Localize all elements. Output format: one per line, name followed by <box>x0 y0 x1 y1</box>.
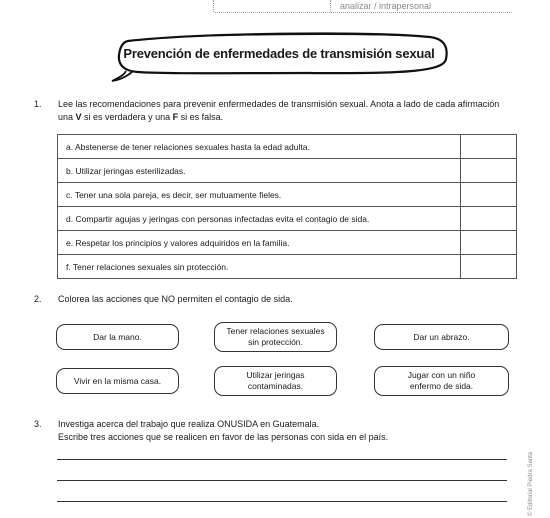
answer-cell[interactable] <box>461 159 517 183</box>
divider <box>213 0 214 12</box>
table-row <box>58 231 517 255</box>
answer-cell[interactable] <box>461 255 517 279</box>
action-pill[interactable]: Utilizar jeringas contaminadas. <box>214 366 337 396</box>
divider <box>330 0 331 12</box>
action-pill[interactable]: Jugar con un niño enfermo de sida. <box>374 366 509 396</box>
statement: f. Tener relaciones sexuales sin protección. <box>58 255 461 279</box>
true-false-table <box>57 134 517 279</box>
answer-line[interactable] <box>57 459 507 460</box>
action-pill[interactable]: Vivir en la misma casa. <box>56 368 179 394</box>
question-text: Lee las recomendaciones para prevenir enfermedades de transmisión sexual. Anota a lado de cada afirmación <box>58 99 500 109</box>
question-text-line-2: una V si es verdadera y una F si es falsa. <box>58 112 224 122</box>
question-1 <box>34 98 524 126</box>
dotted-rule <box>215 12 512 13</box>
answer-cell[interactable] <box>461 183 517 207</box>
true-letter: V <box>75 112 82 122</box>
skill-tag: analizar / intrapersonal <box>340 1 432 11</box>
statement: e. Respetar los principios y valores adquiridos en la familia. <box>58 231 461 255</box>
table-row <box>58 207 517 231</box>
question-text-line-2: Escribe tres acciones que se realicen en favor de las personas con sida en el país. <box>58 432 389 442</box>
answer-cell[interactable] <box>461 231 517 255</box>
title-banner <box>108 27 450 83</box>
statement: a. Abstenerse de tener relaciones sexuales hasta la edad adulta. <box>58 135 461 159</box>
statement: d. Compartir agujas y jeringas con personas infectadas evita el contagio de sida. <box>58 207 461 231</box>
answer-line[interactable] <box>57 501 507 502</box>
action-pill[interactable]: Dar la mano. <box>56 324 179 350</box>
page-title: Prevención de enfermedades de transmisión sexual <box>123 46 435 61</box>
question-number: 1. <box>34 99 42 109</box>
question-text: Colorea las acciones que NO permiten el contagio de sida. <box>58 294 293 304</box>
publisher-credit: © Editorial Piedra Santa <box>528 451 534 516</box>
action-pill[interactable]: Tener relaciones sexuales sin protección. <box>214 322 337 352</box>
false-letter: F <box>172 112 179 122</box>
table-row <box>58 255 517 279</box>
question-2 <box>34 293 524 307</box>
answer-line[interactable] <box>57 480 507 481</box>
question-number: 3. <box>34 419 42 429</box>
table-row <box>58 135 517 159</box>
answer-cell[interactable] <box>461 207 517 231</box>
question-3 <box>34 418 524 446</box>
action-pill[interactable]: Dar un abrazo. <box>374 324 509 350</box>
top-bar <box>0 0 550 14</box>
table-row <box>58 159 517 183</box>
table-row <box>58 183 517 207</box>
question-text: Investiga acerca del trabajo que realiza ONUSIDA en Guatemala. <box>58 419 320 429</box>
statement: c. Tener una sola pareja, es decir, ser mutuamente fieles. <box>58 183 461 207</box>
answer-cell[interactable] <box>461 135 517 159</box>
statement: b. Utilizar jeringas esterilizadas. <box>58 159 461 183</box>
question-number: 2. <box>34 294 42 304</box>
